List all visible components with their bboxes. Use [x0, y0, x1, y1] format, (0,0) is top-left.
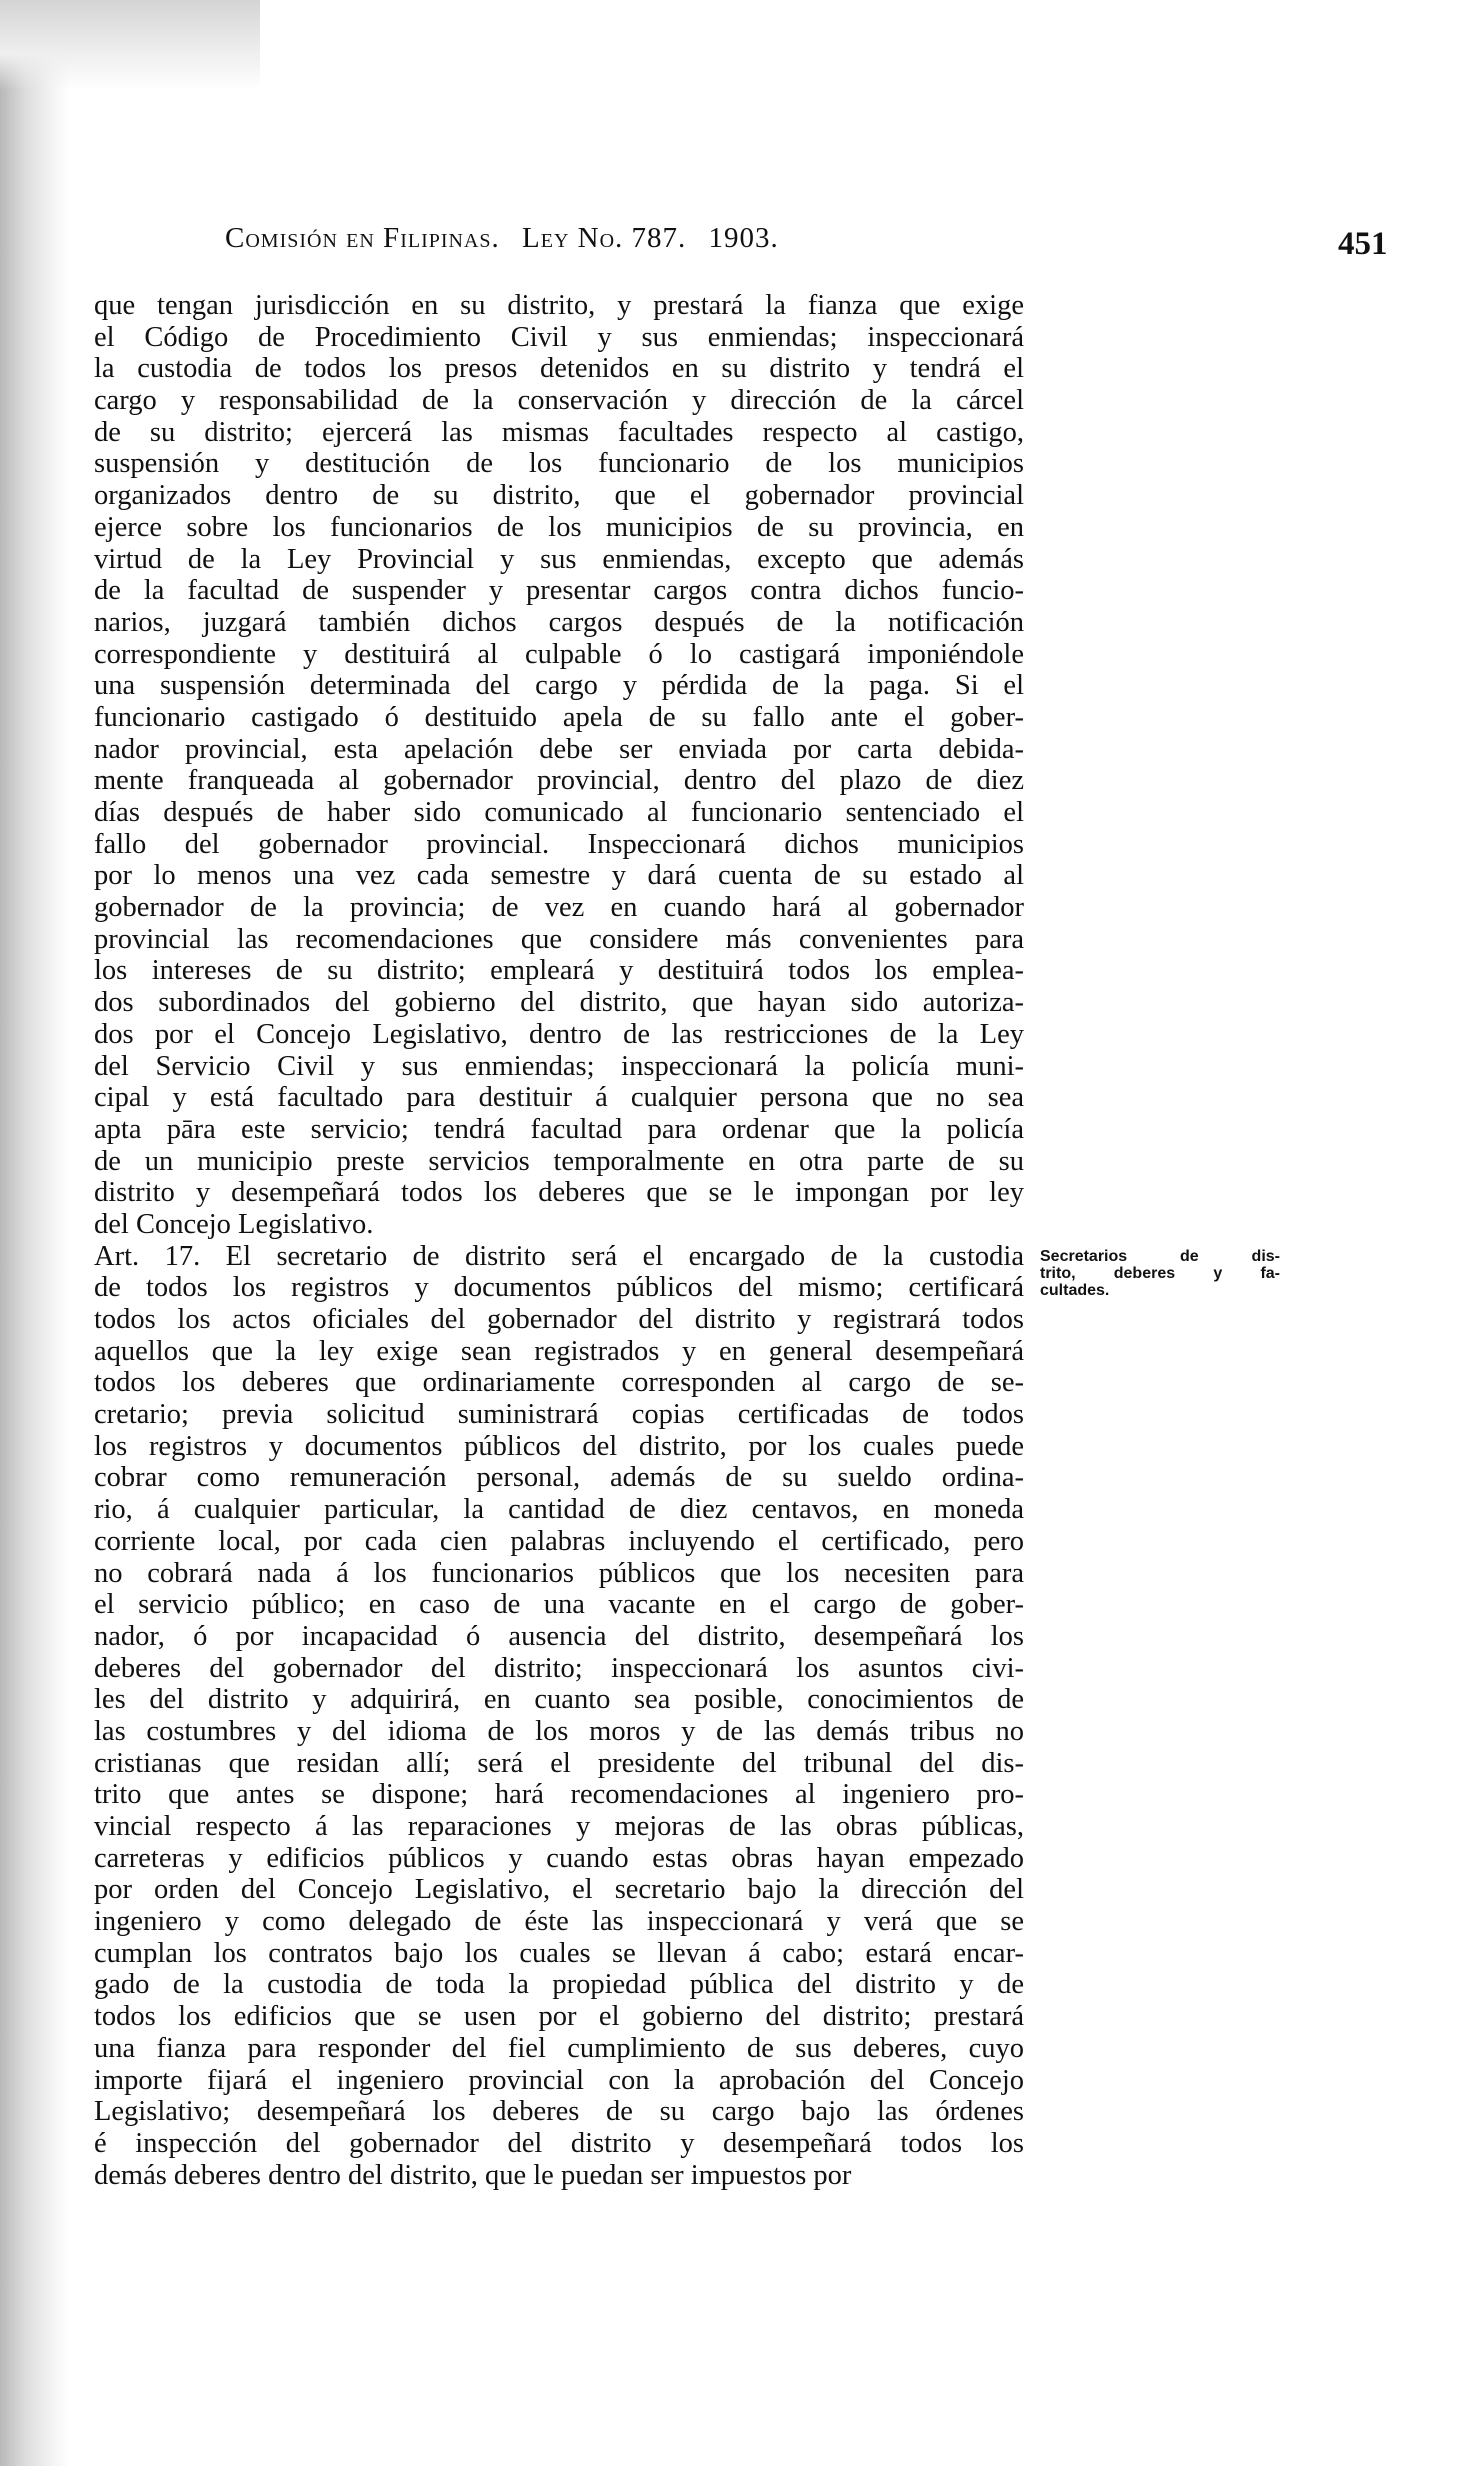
text-line: Secretarios de dis- — [1040, 1248, 1280, 1265]
text-line: aquellos que la ley exige sean registrados y en general desempeñará — [94, 1335, 1024, 1367]
text-line: todos los actos oficiales del gobernador del distrito y registrará todos — [94, 1304, 1024, 1335]
text-line: corriente local, por cada cien palabras incluyendo el certificado, pero — [94, 1525, 1024, 1557]
text-line: la custodia de todos los presos detenidos en su distrito y tendrá el — [94, 353, 1024, 385]
text-line: cristianas que residan allí; será el presidente del tribunal del dis- — [94, 1747, 1024, 1779]
text-line: el Código de Procedimiento Civil y sus enmiendas; inspeccionará — [94, 321, 1024, 353]
text-line: ejerce sobre los funcionarios de los municipios de su provincia, en — [94, 511, 1024, 543]
body-text — [94, 290, 1024, 2191]
text-line: el servicio público; en caso de una vacante en el cargo de gober- — [94, 1589, 1024, 1621]
text-line: una fianza para responder del fiel cumplimiento de sus deberes, cuyo — [94, 2032, 1024, 2064]
text-line: deberes del gobernador del distrito; inspeccionará los asuntos civi- — [94, 1652, 1024, 1684]
text-line: distrito y desempeñará todos los deberes que se le impongan por ley — [94, 1177, 1024, 1209]
text-line: que tengan jurisdicción en su distrito, y prestará la fianza que exige — [94, 290, 1024, 321]
text-line: é inspección del gobernador del distrito y desempeñará todos los — [94, 2127, 1024, 2159]
text-line: los intereses de su distrito; empleará y destituirá todos los emplea- — [94, 955, 1024, 987]
text-line: dos subordinados del gobierno del distrito, que hayan sido autoriza- — [94, 987, 1024, 1019]
text-line: nador, ó por incapacidad ó ausencia del distrito, desempeñará los — [94, 1620, 1024, 1652]
text-line: dos por el Concejo Legislativo, dentro de las restricciones de la Ley — [94, 1018, 1024, 1050]
text-line: correspondiente y destituirá al culpable ó lo castigará imponiéndole — [94, 638, 1024, 670]
text-line: carreteras y edificios públicos y cuando estas obras hayan empezado — [94, 1842, 1024, 1874]
text-line: rio, á cualquier particular, la cantidad de diez centavos, en moneda — [94, 1494, 1024, 1526]
text-line: los registros y documentos públicos del distrito, por los cuales puede — [94, 1430, 1024, 1462]
text-line: suspensión y destitución de los funcionario de los municipios — [94, 448, 1024, 480]
text-line: las costumbres y del idioma de los moros y de las demás tribus no — [94, 1715, 1024, 1747]
text-line: una suspensión determinada del cargo y pérdida de la paga. Si el — [94, 670, 1024, 702]
text-line: narios, juzgará también dichos cargos después de la notificación — [94, 606, 1024, 638]
text-line: ingeniero y como delegado de éste las inspeccionará y verá que se — [94, 1906, 1024, 1938]
margin-note — [1040, 1248, 1280, 1299]
scan-edge-shadow — [0, 0, 70, 2466]
text-line: organizados dentro de su distrito, que el gobernador provincial — [94, 480, 1024, 512]
text-line: por orden del Concejo Legislativo, el secretario bajo la dirección del — [94, 1874, 1024, 1906]
text-line: demás deberes dentro del distrito, que le puedan ser impuestos por — [94, 2159, 852, 2191]
text-line: cargo y responsabilidad de la conservación y dirección de la cárcel — [94, 385, 1024, 417]
text-line: virtud de la Ley Provincial y sus enmiendas, excepto que además — [94, 543, 1024, 575]
text-line: todos los edificios que se usen por el gobierno del distrito; prestará — [94, 2001, 1024, 2033]
running-head — [225, 222, 793, 255]
text-line: de un municipio preste servicios temporalmente en otra parte de su — [94, 1145, 1024, 1177]
text-line: de todos los registros y documentos públicos del mismo; certificará — [94, 1272, 1024, 1304]
text-line: provincial las recomendaciones que considere más convenientes para — [94, 923, 1024, 955]
text-line: no cobrará nada á los funcionarios públicos que los necesiten para — [94, 1557, 1024, 1589]
text-line: Art. 17. El secretario de distrito será el encargado de la custodia — [94, 1240, 1024, 1272]
text-line: de su distrito; ejercerá las mismas facultades respecto al castigo, — [94, 416, 1024, 448]
text-line: del Concejo Legislativo. — [94, 1208, 374, 1240]
text-line: les del distrito y adquirirá, en cuanto sea posible, conocimientos de — [94, 1684, 1024, 1716]
page-number: 451 — [1338, 226, 1388, 262]
text-line: del Servicio Civil y sus enmiendas; inspeccionará la policía muni- — [94, 1050, 1024, 1082]
text-line: todos los deberes que ordinariamente corresponden al cargo de se- — [94, 1367, 1024, 1399]
text-line: cobrar como remuneración personal, además de su sueldo ordina- — [94, 1462, 1024, 1494]
text-line: vincial respecto á las reparaciones y mejoras de las obras públicas, — [94, 1811, 1024, 1842]
scan-corner-shadow — [0, 0, 260, 90]
text-line: por lo menos una vez cada semestre y dará cuenta de su estado al — [94, 860, 1024, 892]
text-line: trito, deberes y fa- — [1040, 1265, 1280, 1282]
text-line: importe fijará el ingeniero provincial con la aprobación del Concejo — [94, 2064, 1024, 2096]
text-line: gado de la custodia de toda la propiedad pública del distrito y de — [94, 1969, 1024, 2001]
text-line: cumplan los contratos bajo los cuales se llevan á cabo; estará encar- — [94, 1937, 1024, 1969]
text-line: apta pāra este servicio; tendrá facultad para ordenar que la policía — [94, 1113, 1024, 1145]
running-head-law: Ley No. 787. — [522, 222, 687, 254]
text-line: gobernador de la provincia; de vez en cuando hará al gobernador — [94, 892, 1024, 924]
running-head-year: 1903. — [708, 222, 779, 254]
text-line: fallo del gobernador provincial. Inspeccionará dichos municipios — [94, 828, 1024, 860]
text-line: mente franqueada al gobernador provincial, dentro del plazo de diez — [94, 765, 1024, 797]
text-line: Legislativo; desempeñará los deberes de su cargo bajo las órdenes — [94, 2096, 1024, 2128]
running-head-title: Comisión en Filipinas. — [225, 222, 500, 254]
text-line: funcionario castigado ó destituido apela de su fallo ante el gober- — [94, 701, 1024, 733]
text-line: cultades. — [1040, 1282, 1110, 1299]
text-line: nador provincial, esta apelación debe ser enviada por carta debida- — [94, 733, 1024, 765]
text-line: trito que antes se dispone; hará recomendaciones al ingeniero pro- — [94, 1779, 1024, 1811]
text-line: cretario; previa solicitud suministrará copias certificadas de todos — [94, 1399, 1024, 1431]
text-line: de la facultad de suspender y presentar cargos contra dichos funcio- — [94, 575, 1024, 607]
text-line: días después de haber sido comunicado al funcionario sentenciado el — [94, 797, 1024, 828]
text-line: cipal y está facultado para destituir á cualquier persona que no sea — [94, 1082, 1024, 1114]
